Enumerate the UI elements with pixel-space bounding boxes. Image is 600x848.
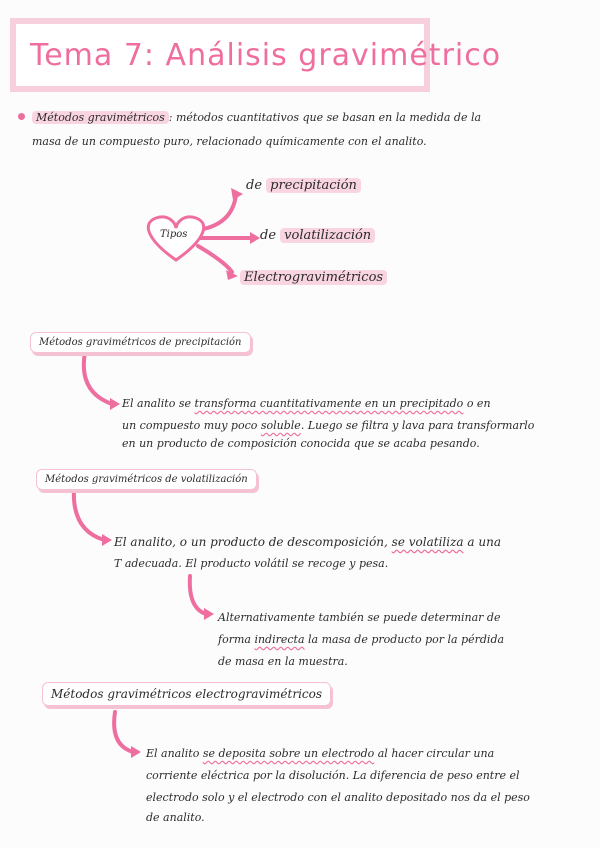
- volat-line-1: [114, 530, 501, 554]
- electro-line-1: [146, 742, 494, 766]
- type-volat-prefix: de: [260, 228, 277, 243]
- precip-l1u: transforma cuantitativamente en un precipitado: [194, 397, 464, 410]
- volat-l4b: la masa de producto por la pérdida: [308, 633, 505, 646]
- volat-line-2: T adecuada. El producto volátil se recoge y pesa.: [114, 557, 389, 570]
- volat-l1b: a una: [467, 535, 501, 549]
- precip-line-3: en un producto de composición conocida que se acaba pesando.: [122, 437, 480, 450]
- precip-l2b: . Luego se filtra y lava para transformarlo: [300, 419, 535, 432]
- intro-term: Métodos gravimétricos: [32, 111, 169, 124]
- volat-l4u: indirecta: [254, 633, 305, 646]
- electro-l1b: al hacer circular una: [377, 747, 495, 760]
- electro-line-4: de analito.: [146, 811, 205, 824]
- precip-heading: Métodos gravimétricos de precipitación: [30, 332, 251, 353]
- volat-line-5: de masa en la muestra.: [218, 655, 348, 668]
- intro-line-2: masa de un compuesto puro, relacionado químicamente con el analito.: [32, 135, 427, 148]
- electro-heading: Métodos gravimétricos electrogravimétricos: [42, 682, 331, 706]
- type-volat-label: volatilización: [280, 228, 375, 243]
- precip-l2u: soluble: [260, 419, 301, 432]
- page-title: Tema 7: Análisis gravimétrico: [30, 38, 502, 73]
- volat-heading: Métodos gravimétricos de volatilización: [36, 469, 257, 490]
- type-precipitation: [246, 178, 361, 193]
- precip-l1b: o en: [466, 397, 491, 410]
- type-electro-label: Electrogravimétricos: [240, 270, 387, 285]
- volat-l1a: El analito, o un producto de descomposición,: [114, 535, 388, 549]
- precip-l1a: El analito se: [122, 397, 191, 410]
- type-volatilization: [260, 228, 375, 243]
- types-center: Tipos: [160, 229, 188, 240]
- volat-l4a: forma: [218, 633, 251, 646]
- electro-l1u: se deposita sobre un electrodo: [202, 747, 375, 760]
- electro-line-3: electrodo solo y el electrodo con el analito depositado nos da el peso: [146, 791, 530, 804]
- intro-def: : métodos cuantitativos que se basan en la medida de la: [168, 111, 482, 124]
- volat-l1u: se volatiliza: [391, 535, 464, 549]
- type-precip-prefix: de: [246, 178, 263, 193]
- precip-line-1: [122, 392, 491, 416]
- volat-line-4: [218, 628, 504, 652]
- electro-l1a: El analito: [146, 747, 200, 760]
- precip-l2a: un compuesto muy poco: [122, 419, 258, 432]
- type-electro: [240, 270, 387, 285]
- type-precip-label: precipitación: [266, 178, 361, 193]
- volat-line-3: Alternativamente también se puede determinar de: [218, 611, 501, 624]
- electro-line-2: corriente eléctrica por la disolución. La diferencia de peso entre el: [146, 769, 520, 782]
